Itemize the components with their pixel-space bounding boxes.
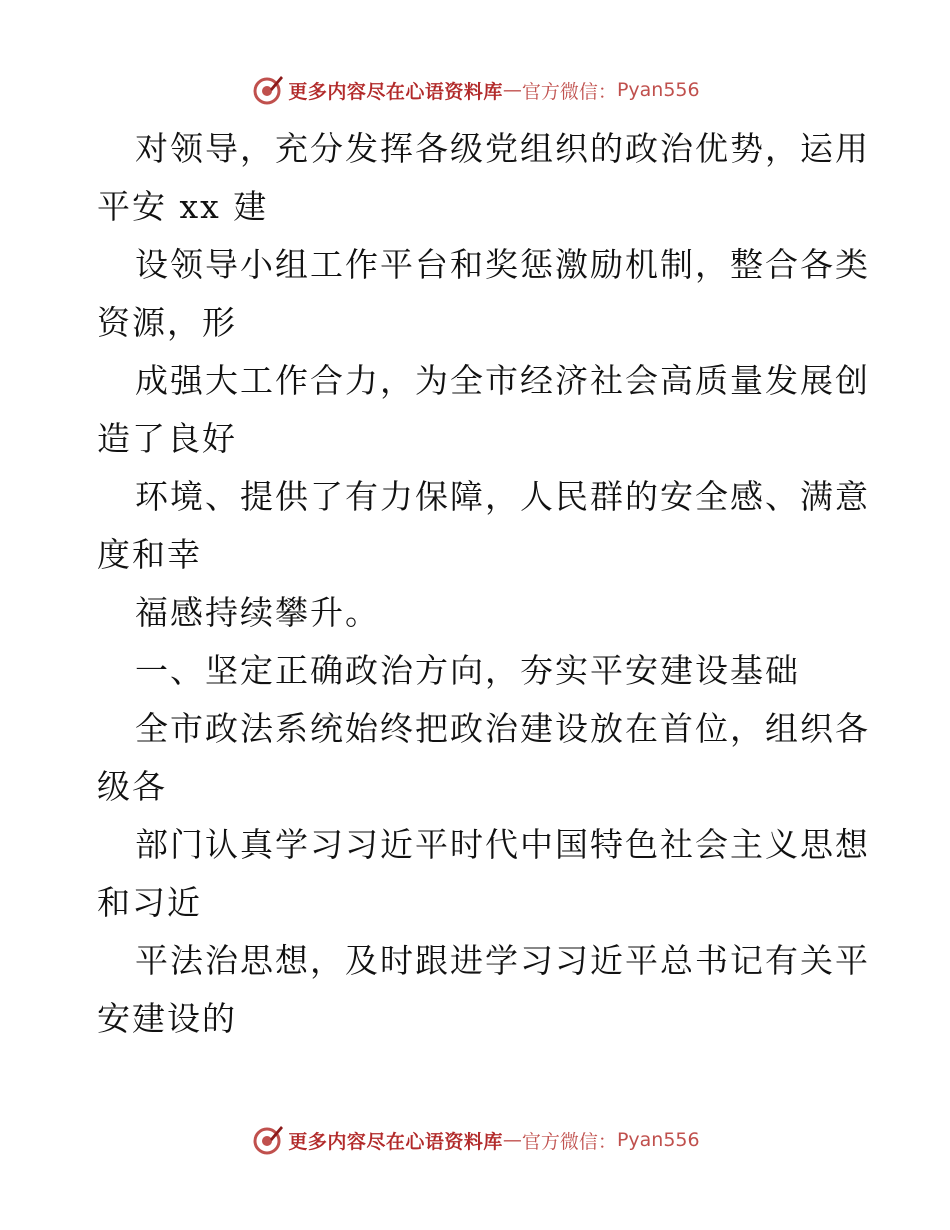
text-line: 造了良好: [97, 419, 237, 458]
text-line: 环境、提供了有力保障，人民群的安全感、满意: [135, 477, 870, 516]
header-watermark: [0, 70, 950, 110]
header-wechat-label: 官方微信：: [521, 80, 617, 103]
text-line: 福感持续攀升。: [135, 593, 380, 632]
text-line: 资源，形: [97, 303, 237, 342]
text-line: 平安 xx 建: [97, 187, 269, 226]
document-body: [97, 120, 870, 1048]
text-line: 部门认真学习习近平时代中国特色社会主义思想: [135, 825, 870, 864]
header-wechat-id: Pyan556: [616, 79, 700, 101]
footer-dash: —: [502, 1129, 522, 1151]
text-line: 和习近: [97, 883, 202, 922]
footer-watermark: [0, 1120, 950, 1160]
text-line: 成强大工作合力，为全市经济社会高质量发展创: [135, 361, 870, 400]
text-line: 安建设的: [97, 999, 237, 1038]
text-line: 度和幸: [97, 535, 202, 574]
text-line: 全市政法系统始终把政治建设放在首位，组织各: [135, 709, 870, 748]
brush-logo-icon: [250, 73, 284, 107]
section-heading: 一、坚定正确政治方向，夯实平安建设基础: [135, 651, 800, 690]
footer-wechat-id: Pyan556: [616, 1129, 700, 1151]
header-dash: —: [502, 79, 522, 101]
header-brand-text: 更多内容尽在心语资料库: [288, 80, 503, 103]
text-line: 对领导，充分发挥各级党组织的政治优势，运用: [135, 129, 870, 168]
text-line: 设领导小组工作平台和奖惩激励机制，整合各类: [135, 245, 870, 284]
footer-brand-text: 更多内容尽在心语资料库: [288, 1130, 503, 1153]
brush-logo-icon: [250, 1123, 284, 1157]
footer-wechat-label: 官方微信：: [521, 1130, 617, 1153]
text-line: 级各: [97, 767, 167, 806]
text-line: 平法治思想，及时跟进学习习近平总书记有关平: [135, 941, 870, 980]
